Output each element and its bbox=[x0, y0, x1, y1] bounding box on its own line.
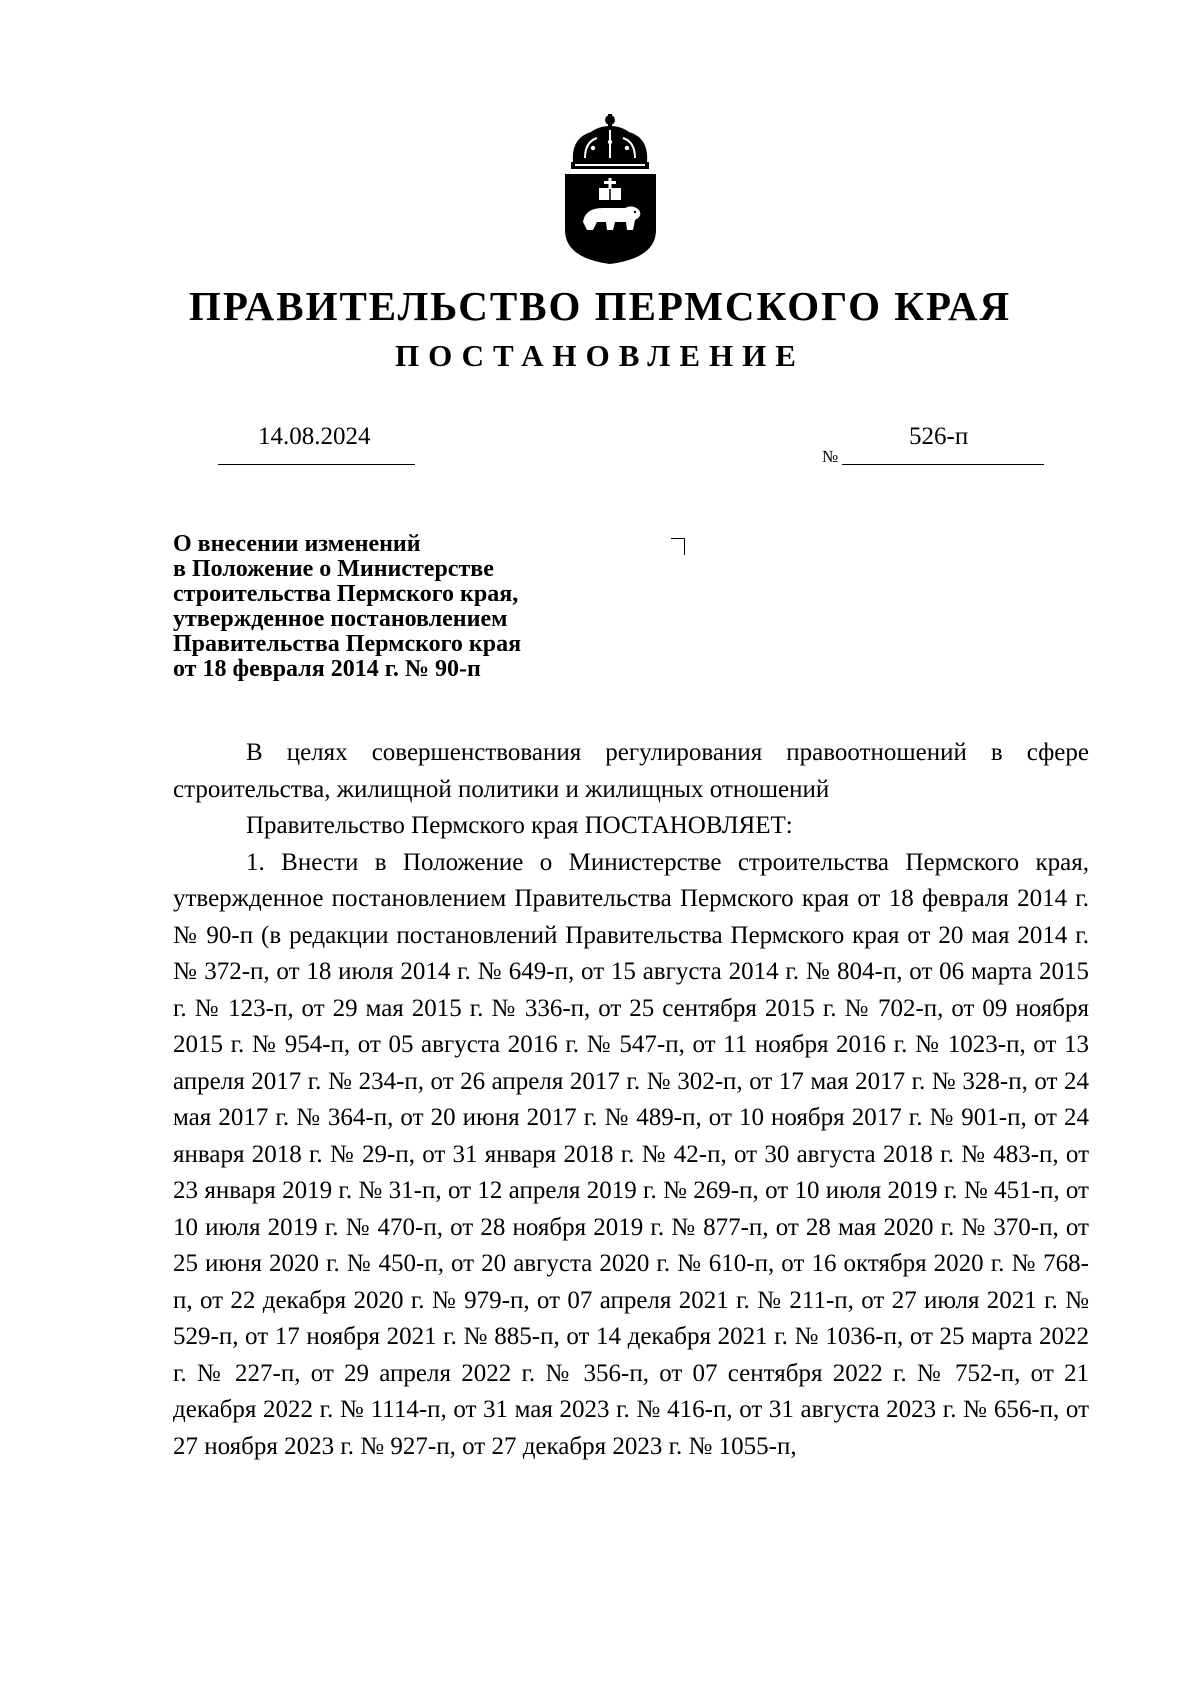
subject-line: от 18 февраля 2014 г. № 90-п bbox=[173, 656, 481, 682]
document-subject bbox=[173, 532, 653, 682]
subject-line: Правительства Пермского края bbox=[173, 631, 522, 657]
document-body bbox=[173, 735, 1089, 1465]
document-number: 526-п bbox=[909, 423, 969, 450]
perm-krai-coat-of-arms-icon bbox=[563, 112, 658, 266]
subject-corner-mark bbox=[671, 538, 685, 555]
number-sign: № bbox=[822, 447, 839, 466]
date-underline bbox=[218, 464, 415, 465]
document-date: 14.08.2024 bbox=[258, 423, 371, 450]
resolves-paragraph: Правительство Пермского края ПОСТАНОВЛЯЕТ: bbox=[246, 812, 793, 839]
government-name-heading: ПРАВИТЕЛЬСТВО ПЕРМСКОГО КРАЯ bbox=[188, 283, 1012, 329]
item-1-paragraph: 1. Внести в Положение о Министерстве строительства Пермского края, утвержденное постановлением Правительства Пермского края от 18 февраля 2014 г. № 90-п (в редакции постановлений Правительства Пермского края от 20 мая 2014 г. № 372-п, от 18 июля 2014 г. № 649-п, от 15 августа 2014 г. № 804-п, от 06 марта 2015 г. № 123-п, от 29 мая 2015 г. № 336-п, от 25 сентября 2015 г. № 702-п, от 09 ноября 2015 г. № 954-п, от 05 августа 2016 г. № 547-п, от 11 ноября 2016 г. № 1023-п, от 13 апреля 2017 г. № 234-п, от 26 апреля 2017 г. № 302-п, от 17 мая 2017 г. № 328-п, от 24 мая 2017 г. № 364-п, от 20 июня 2017 г. № 489-п, от 10 ноября 2017 г. № 901-п, от 24 января 2018 г. № 29-п, от 31 января 2018 г. № 42-п, от 30 августа 2018 г. № 483-п, от 23 января 2019 г. № 31-п, от 12 апреля 2019 г. № 269-п, от 10 июля 2019 г. № 451-п, от 10 июля 2019 г. № 470-п, от 28 ноября 2019 г. № 877-п, от 28 мая 2020 г. № 370-п, от 25 июня 2020 г. № 450-п, от 20 августа 2020 г. № 610-п, от 16 октября 2020 г. № 768-п, от 22 декабря 2020 г. № 979-п, от 07 апреля 2021 г. № 211-п, от 27 июля 2021 г. № 529-п, от 17 ноября 2021 г. № 885-п, от 14 декабря 2021 г. № 1036-п, от 25 марта 2022 г. № 227-п, от 29 апреля 2022 г. № 356-п, от 07 сентября 2022 г. № 752-п, от 21 декабря 2022 г. № 1114-п, от 31 мая 2023 г. № 416-п, от 31 августа 2023 г. № 656-п, от 27 ноября 2023 г. № 927-п, от 27 декабря 2023 г. № 1055-п, bbox=[173, 848, 1089, 1460]
subject-line: утвержденное постановлением bbox=[173, 606, 508, 632]
document-type-heading: ПОСТАНОВЛЕНИЕ bbox=[395, 338, 805, 373]
subject-line: О внесении изменений bbox=[173, 531, 421, 557]
subject-line: строительства Пермского края, bbox=[173, 581, 519, 607]
subject-line: в Положение о Министерстве bbox=[173, 556, 494, 582]
number-underline bbox=[842, 464, 1044, 465]
preamble-paragraph: В целях совершенствования регулирования правоотношений в сфере строительства, жилищной политики и жилищных отношений bbox=[173, 739, 1089, 803]
